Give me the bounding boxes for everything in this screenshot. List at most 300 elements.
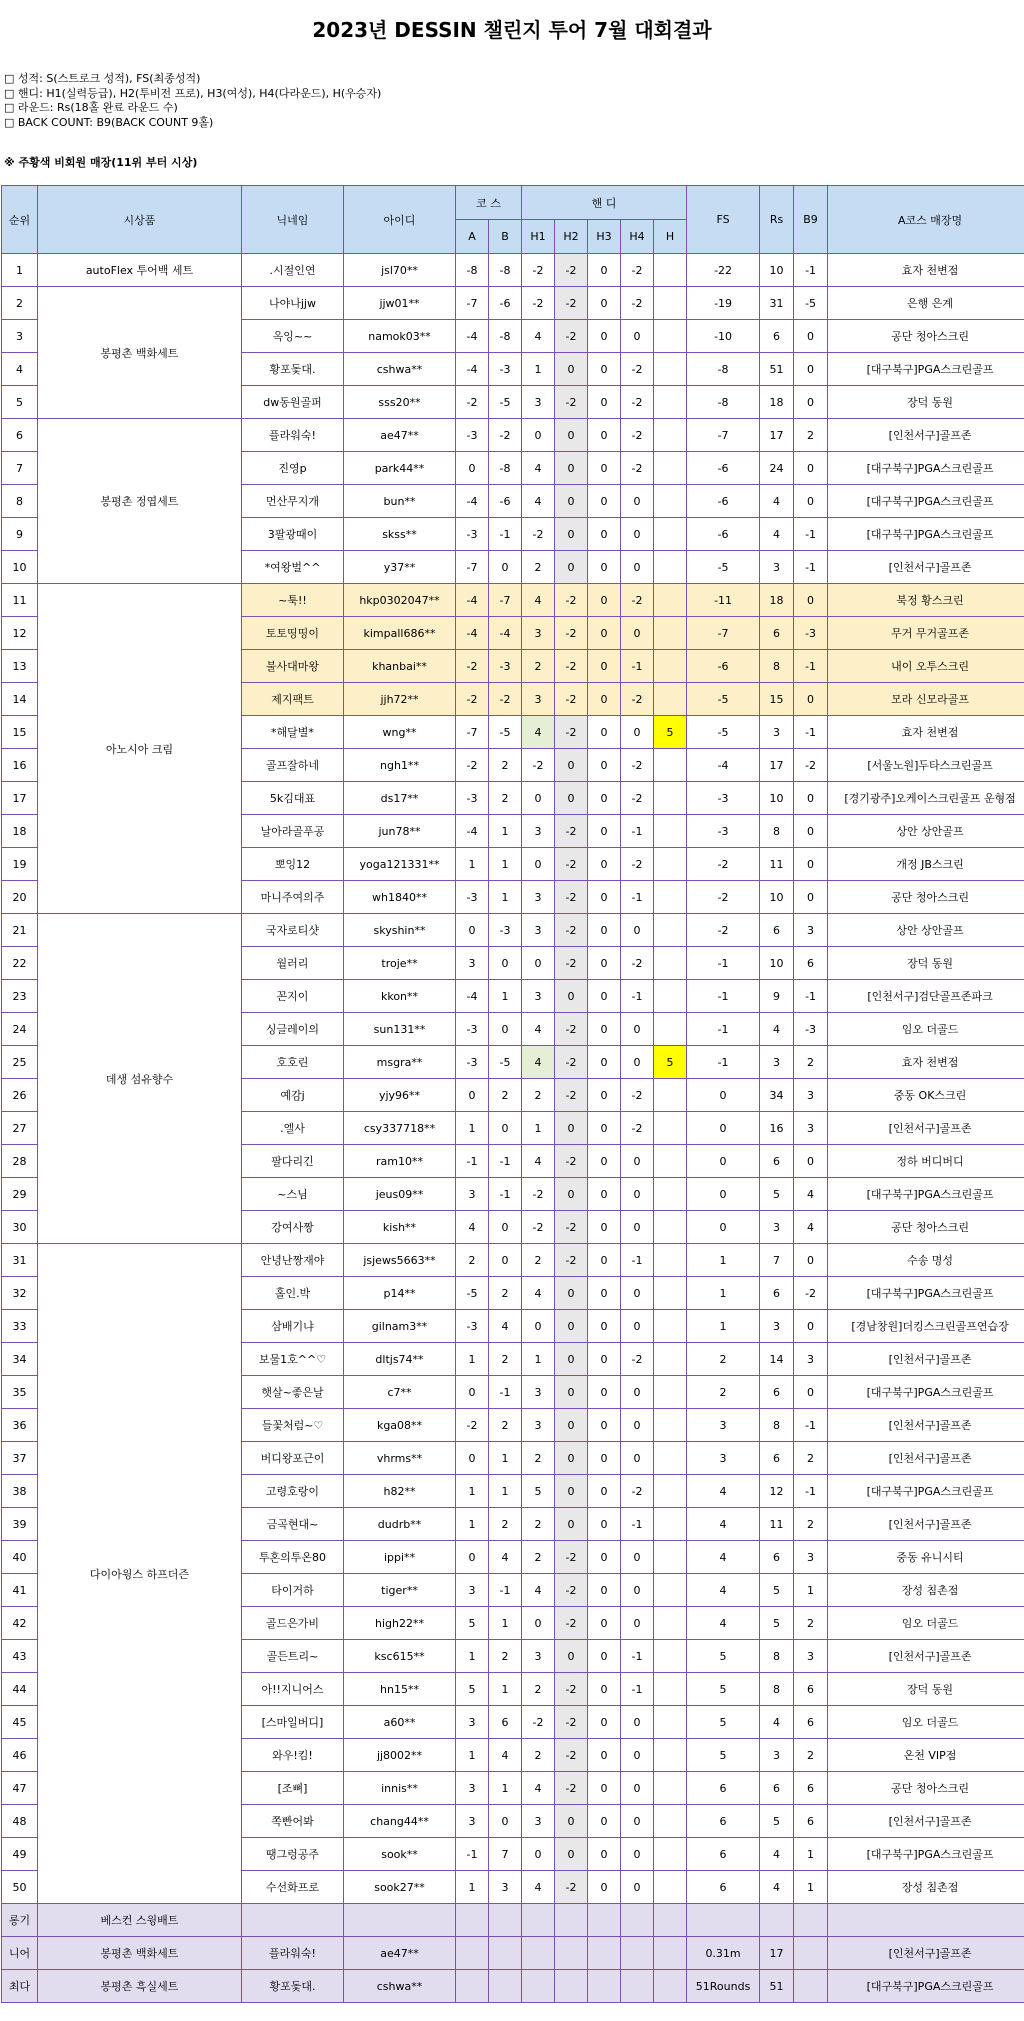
cell-id: bun** [344,485,456,518]
cell-h4: -1 [621,1508,654,1541]
cell-fs: -5 [687,683,760,716]
cell-rs: 6 [760,1277,794,1310]
cell-nick: *해달별* [242,716,344,749]
cell-h2: -2 [555,1541,588,1574]
cell-id: a60** [344,1706,456,1739]
award-row [2,1970,1024,2003]
cell-fs: -6 [687,485,760,518]
cell-h3: 0 [588,881,621,914]
award-row [2,1937,1024,1970]
cell-id: chang44** [344,1805,456,1838]
cell-id: ippi** [344,1541,456,1574]
cell-rs: 9 [760,980,794,1013]
cell-store: 장덕 동원 [828,1673,1024,1706]
cell-a: -2 [456,386,489,419]
cell-h1: 4 [522,1574,555,1607]
cell-rank: 3 [2,320,38,353]
cell-nick: 토토띵띵이 [242,617,344,650]
award-prize: 베스컨 스윙배트 [38,1904,242,1937]
cell-h1: 0 [522,1607,555,1640]
cell-h2: 0 [555,1838,588,1871]
cell-h2: 0 [555,980,588,1013]
cell-h3: 0 [588,287,621,320]
cell-fs: -3 [687,815,760,848]
cell-h3: 0 [588,1805,621,1838]
cell-h3: 0 [588,1838,621,1871]
cell-fs: -2 [687,914,760,947]
cell-a: 0 [456,452,489,485]
cell-rs: 11 [760,848,794,881]
cell-b: -5 [489,386,522,419]
cell-b: -1 [489,1178,522,1211]
cell-h4: 0 [621,1013,654,1046]
cell-b9: 2 [794,1607,828,1640]
cell-h4: -2 [621,287,654,320]
cell-fs: 5 [687,1739,760,1772]
cell-rank: 37 [2,1442,38,1475]
cell-a: -2 [456,749,489,782]
cell-id: troje** [344,947,456,980]
award-id: cshwa** [344,1970,456,2003]
cell-h4: -1 [621,650,654,683]
cell-rs: 4 [760,518,794,551]
cell-h1: 2 [522,650,555,683]
cell-h4: 0 [621,485,654,518]
cell-h1: 4 [522,320,555,353]
award-fs: 0.31m [687,1937,760,1970]
award-empty [489,1904,522,1937]
cell-nick: 옥잉~~ [242,320,344,353]
cell-b: -4 [489,617,522,650]
award-store [828,1904,1024,1937]
cell-b: -1 [489,1574,522,1607]
header-b9: B9 [794,186,828,254]
award-store: [대구북구]PGA스크린골프 [828,1970,1024,2003]
cell-h2: -2 [555,1706,588,1739]
cell-store: [인천서구]골프존 [828,1805,1024,1838]
cell-fs: 4 [687,1607,760,1640]
cell-h [654,1574,687,1607]
cell-store: [대구북구]PGA스크린골프 [828,452,1024,485]
cell-store: [인천서구]골프존 [828,1640,1024,1673]
cell-nick: 국자로티샷 [242,914,344,947]
cell-b9: 6 [794,1772,828,1805]
cell-b9: -2 [794,749,828,782]
cell-a: 1 [456,1640,489,1673]
cell-a: -5 [456,1277,489,1310]
cell-rank: 6 [2,419,38,452]
header-store: A코스 매장명 [828,186,1024,254]
cell-store: 장덕 동원 [828,947,1024,980]
cell-rs: 3 [760,551,794,584]
cell-h2: -2 [555,1871,588,1904]
cell-rs: 5 [760,1574,794,1607]
cell-b9: 6 [794,1805,828,1838]
cell-id: hn15** [344,1673,456,1706]
cell-id: high22** [344,1607,456,1640]
cell-id: yoga121331** [344,848,456,881]
cell-rank: 18 [2,815,38,848]
cell-rank: 8 [2,485,38,518]
cell-rs: 6 [760,1772,794,1805]
cell-h2: -2 [555,1574,588,1607]
cell-h3: 0 [588,1673,621,1706]
cell-rs: 5 [760,1805,794,1838]
award-empty [489,1970,522,2003]
cell-nick: .엘사 [242,1112,344,1145]
cell-fs: 6 [687,1772,760,1805]
cell-id: y37** [344,551,456,584]
cell-rank: 21 [2,914,38,947]
cell-h [654,1805,687,1838]
cell-store: [대구북구]PGA스크린골프 [828,1277,1024,1310]
award-empty [794,1937,828,1970]
cell-b: -8 [489,254,522,287]
cell-rs: 6 [760,1442,794,1475]
cell-a: 3 [456,1178,489,1211]
cell-fs: 1 [687,1244,760,1277]
cell-rs: 8 [760,1673,794,1706]
cell-a: -1 [456,1145,489,1178]
cell-h [654,1013,687,1046]
award-empty [588,1904,621,1937]
cell-rs: 51 [760,353,794,386]
award-empty [588,1970,621,2003]
cell-b9: 0 [794,848,828,881]
cell-h1: 2 [522,1508,555,1541]
cell-h4: 0 [621,1574,654,1607]
cell-rs: 4 [760,1013,794,1046]
cell-h3: 0 [588,1079,621,1112]
cell-b: -8 [489,320,522,353]
cell-h4: 0 [621,1277,654,1310]
cell-rank: 20 [2,881,38,914]
cell-h4: -2 [621,254,654,287]
cell-h1: -2 [522,749,555,782]
cell-h [654,1145,687,1178]
cell-rank: 33 [2,1310,38,1343]
award-id [344,1904,456,1937]
cell-b9: 0 [794,353,828,386]
cell-store: 중동 OK스크린 [828,1079,1024,1112]
cell-h1: 0 [522,782,555,815]
cell-h2: 0 [555,1178,588,1211]
cell-b: -7 [489,584,522,617]
cell-nick: 먼산무지개 [242,485,344,518]
header-id: 아이디 [344,186,456,254]
cell-b: 0 [489,947,522,980]
table-row [2,287,1024,320]
cell-a: 4 [456,1211,489,1244]
cell-rs: 14 [760,1343,794,1376]
cell-h4: 0 [621,1442,654,1475]
cell-h3: 0 [588,1871,621,1904]
cell-b: 2 [489,1508,522,1541]
cell-h4: -1 [621,815,654,848]
cell-h1: 2 [522,1673,555,1706]
cell-rs: 10 [760,782,794,815]
cell-h: 5 [654,716,687,749]
cell-h3: 0 [588,419,621,452]
cell-store: 온천 VIP점 [828,1739,1024,1772]
cell-h4: -2 [621,584,654,617]
cell-store: 정하 버디버디 [828,1145,1024,1178]
cell-a: -7 [456,551,489,584]
cell-b: 0 [489,551,522,584]
cell-h: 5 [654,1046,687,1079]
cell-b9: -5 [794,287,828,320]
cell-id: tiger** [344,1574,456,1607]
award-empty [555,1937,588,1970]
cell-rank: 34 [2,1343,38,1376]
award-empty [794,1904,828,1937]
table-row [2,584,1024,617]
cell-h2: -2 [555,848,588,881]
cell-rank: 7 [2,452,38,485]
cell-rank: 41 [2,1574,38,1607]
header-rs: Rs [760,186,794,254]
cell-a: -4 [456,485,489,518]
award-row [2,1904,1024,1937]
cell-h1: 3 [522,1805,555,1838]
cell-h [654,881,687,914]
cell-rank: 19 [2,848,38,881]
cell-id: jjh72** [344,683,456,716]
cell-h1: 4 [522,716,555,749]
cell-h1: 3 [522,881,555,914]
header-h: H [654,220,687,254]
cell-id: sook27** [344,1871,456,1904]
cell-store: 장성 침촌점 [828,1574,1024,1607]
cell-nick: 불사대마왕 [242,650,344,683]
cell-h1: 3 [522,914,555,947]
cell-h1: 2 [522,1442,555,1475]
cell-fs: 3 [687,1409,760,1442]
cell-h3: 0 [588,1508,621,1541]
cell-rs: 3 [760,1739,794,1772]
award-fs [687,1904,760,1937]
cell-h2: -2 [555,1211,588,1244]
cell-h3: 0 [588,1112,621,1145]
cell-h3: 0 [588,1409,621,1442]
header-h3: H3 [588,220,621,254]
cell-h [654,1409,687,1442]
cell-h [654,1112,687,1145]
cell-h2: 0 [555,1112,588,1145]
cell-nick: 홀인.박 [242,1277,344,1310]
cell-id: wng** [344,716,456,749]
note-handicap: □ 핸디: H1(실력등급), H2(투비전 프로), H3(여성), H4(다라운드), H(우승자) [4,86,382,100]
cell-rs: 7 [760,1244,794,1277]
cell-b9: 3 [794,1079,828,1112]
cell-h2: -2 [555,254,588,287]
cell-nick: 투혼의투온80 [242,1541,344,1574]
header-nickname: 닉네임 [242,186,344,254]
cell-h [654,683,687,716]
cell-nick: 보물1호^^♡ [242,1343,344,1376]
cell-h2: 0 [555,1409,588,1442]
cell-id: wh1840** [344,881,456,914]
cell-h4: -2 [621,1079,654,1112]
cell-h3: 0 [588,254,621,287]
cell-fs: -5 [687,716,760,749]
cell-id: h82** [344,1475,456,1508]
cell-b9: 4 [794,1178,828,1211]
cell-b9: 0 [794,881,828,914]
cell-h2: 0 [555,782,588,815]
cell-h [654,1475,687,1508]
cell-h2: 0 [555,485,588,518]
prize-cell: 데생 섬유향수 [38,914,242,1244]
cell-rs: 3 [760,1211,794,1244]
cell-a: -3 [456,1013,489,1046]
cell-h [654,1442,687,1475]
cell-h1: -2 [522,1211,555,1244]
cell-store: [대구북구]PGA스크린골프 [828,1178,1024,1211]
cell-b9: 4 [794,1211,828,1244]
cell-h3: 0 [588,1772,621,1805]
cell-fs: 3 [687,1442,760,1475]
cell-nick: 삼배기냐 [242,1310,344,1343]
cell-store: [인천서구]골프존 [828,551,1024,584]
cell-h3: 0 [588,320,621,353]
cell-fs: 0 [687,1112,760,1145]
cell-id: cshwa** [344,353,456,386]
cell-store: [인천서구]골프존 [828,1112,1024,1145]
cell-id: kkon** [344,980,456,1013]
cell-b9: -1 [794,1409,828,1442]
cell-h3: 0 [588,1376,621,1409]
cell-b9: 0 [794,815,828,848]
cell-h1: -2 [522,1706,555,1739]
cell-a: 1 [456,1508,489,1541]
cell-fs: -1 [687,1046,760,1079]
cell-h3: 0 [588,1178,621,1211]
results-table [1,185,1024,2003]
cell-b9: 2 [794,1739,828,1772]
cell-h1: 2 [522,1079,555,1112]
cell-b: -3 [489,650,522,683]
cell-h1: 0 [522,947,555,980]
cell-h3: 0 [588,452,621,485]
cell-h4: -2 [621,782,654,815]
cell-nick: [스마일버디] [242,1706,344,1739]
cell-rs: 3 [760,1046,794,1079]
cell-h [654,452,687,485]
cell-store: 북정 황스크린 [828,584,1024,617]
cell-h2: -2 [555,947,588,980]
cell-fs: 0 [687,1145,760,1178]
cell-rank: 9 [2,518,38,551]
cell-h [654,1211,687,1244]
cell-store: [인천서구]골프존 [828,1343,1024,1376]
cell-id: jeus09** [344,1178,456,1211]
cell-h1: 3 [522,1376,555,1409]
cell-a: -3 [456,782,489,815]
cell-nick: 날아라골푸공 [242,815,344,848]
cell-h4: 0 [621,1145,654,1178]
award-nick: 플라워숙! [242,1937,344,1970]
cell-id: vhrms** [344,1442,456,1475]
cell-nick: 황포돛대. [242,353,344,386]
cell-fs: 0 [687,1178,760,1211]
cell-store: [인천서구]골프존 [828,1508,1024,1541]
cell-h4: 0 [621,320,654,353]
cell-h4: 0 [621,1739,654,1772]
cell-rs: 24 [760,452,794,485]
award-empty [621,1904,654,1937]
cell-a: -7 [456,716,489,749]
cell-nick: 뽀잉12 [242,848,344,881]
cell-h2: 0 [555,1475,588,1508]
cell-a: -8 [456,254,489,287]
header-h2: H2 [555,220,588,254]
cell-id: khanbai** [344,650,456,683]
cell-b9: 0 [794,584,828,617]
cell-h3: 0 [588,1211,621,1244]
cell-b9: -1 [794,518,828,551]
cell-b9: 0 [794,320,828,353]
cell-b9: 0 [794,1145,828,1178]
cell-id: park44** [344,452,456,485]
special-awards [2,1904,1024,2003]
cell-b: -3 [489,353,522,386]
cell-a: -4 [456,617,489,650]
note-score: □ 성적: S(스트로크 성적), FS(최종성적) [4,72,201,85]
cell-rs: 8 [760,1640,794,1673]
cell-store: [대구북구]PGA스크린골프 [828,485,1024,518]
cell-fs: 6 [687,1805,760,1838]
cell-a: -4 [456,353,489,386]
cell-h2: -2 [555,584,588,617]
cell-b9: 6 [794,1706,828,1739]
cell-h3: 0 [588,1442,621,1475]
cell-a: 1 [456,1871,489,1904]
cell-h [654,518,687,551]
cell-id: csy337718** [344,1112,456,1145]
cell-store: 장성 침촌점 [828,1871,1024,1904]
cell-b9: 6 [794,947,828,980]
cell-store: 장덕 동원 [828,386,1024,419]
cell-rs: 4 [760,485,794,518]
cell-h2: -2 [555,1145,588,1178]
results-body [2,254,1024,1904]
cell-h2: -2 [555,716,588,749]
cell-b9: 3 [794,1640,828,1673]
cell-rs: 17 [760,749,794,782]
cell-h4: 0 [621,1541,654,1574]
note-rounds: □ 라운드: Rs(18홀 완료 라운드 수) [4,101,178,114]
cell-b9: -1 [794,254,828,287]
cell-a: -4 [456,584,489,617]
cell-fs: -19 [687,287,760,320]
cell-store: 효자 천변점 [828,716,1024,749]
cell-rank: 36 [2,1409,38,1442]
prize-cell: 봉평촌 정엽세트 [38,419,242,584]
cell-rank: 30 [2,1211,38,1244]
cell-rs: 3 [760,716,794,749]
cell-h2: 0 [555,353,588,386]
cell-store: [경기광주]오케이스크린골프 운형점 [828,782,1024,815]
cell-h2: 0 [555,1376,588,1409]
cell-nick: 햇살~좋은날 [242,1376,344,1409]
cell-h1: 3 [522,815,555,848]
cell-h4: -1 [621,1640,654,1673]
cell-nick: 골프잘하네 [242,749,344,782]
cell-nick: 마니주여의주 [242,881,344,914]
prize-cell: 다이아윙스 하프더즌 [38,1244,242,1904]
cell-nick: 아!!지니어스 [242,1673,344,1706]
